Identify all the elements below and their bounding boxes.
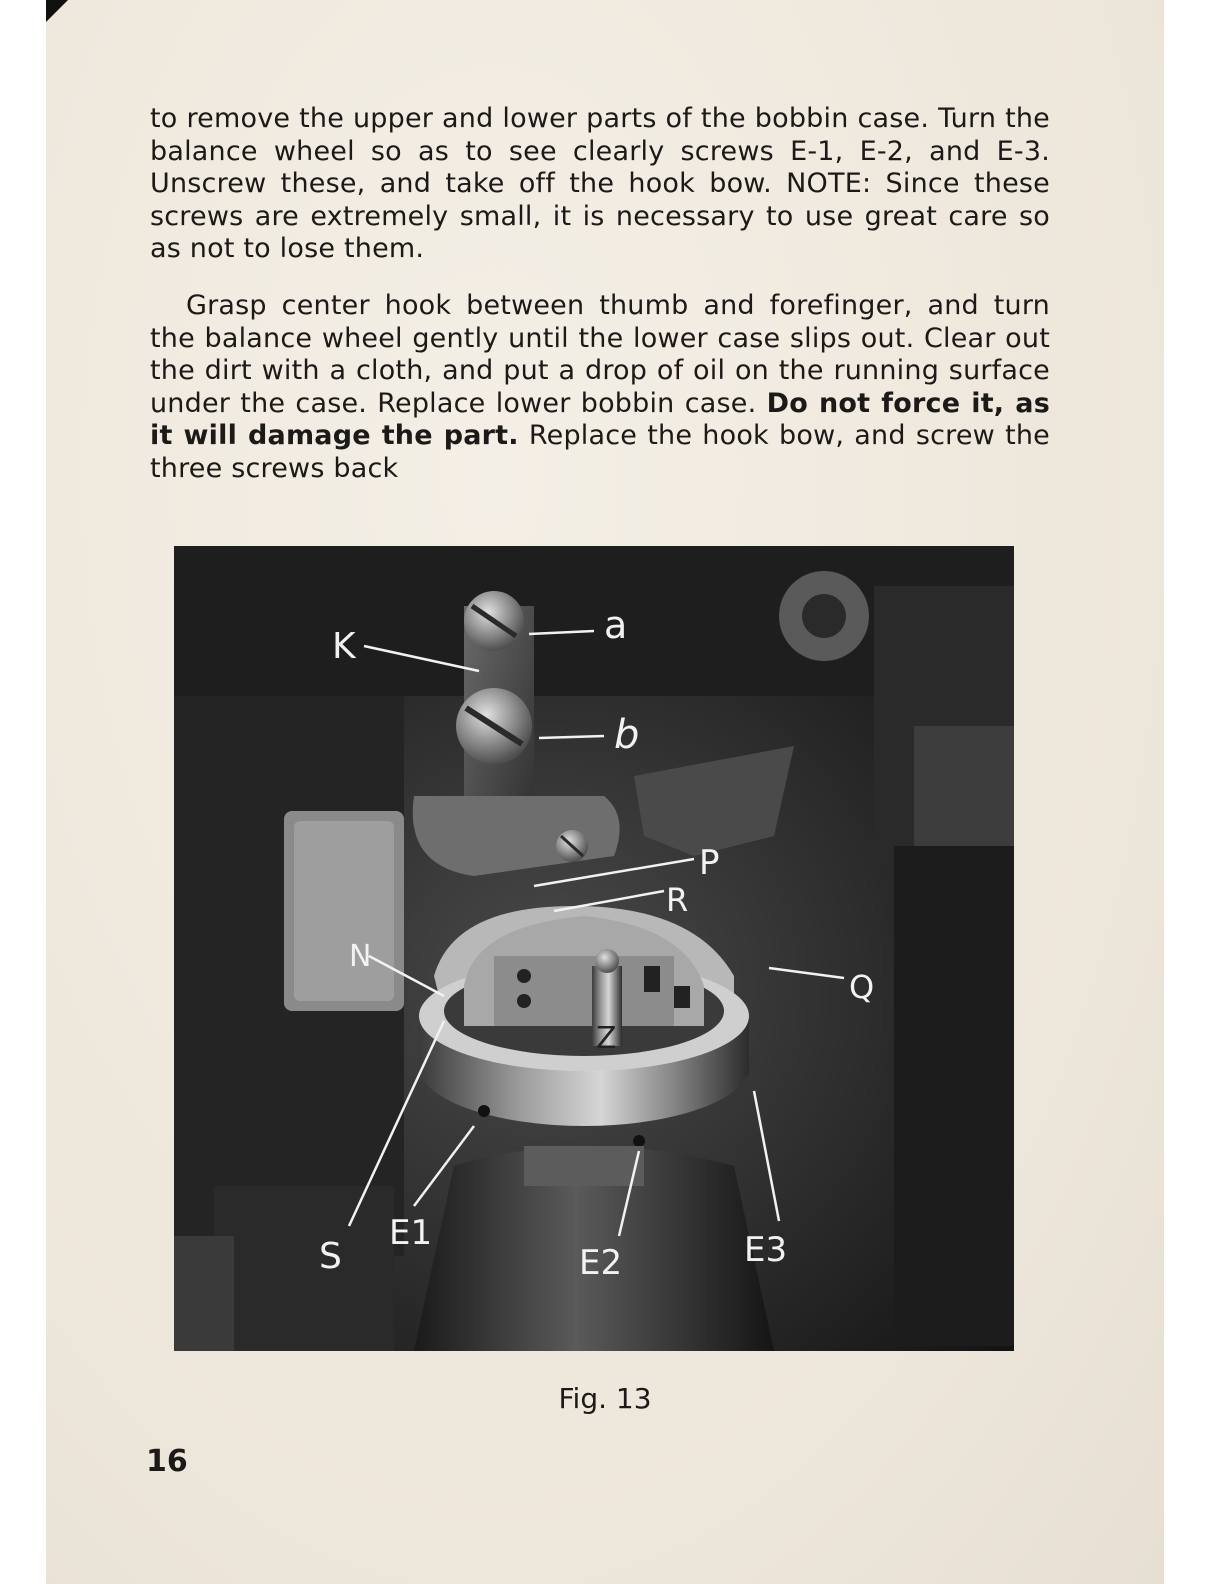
- figure-13-photo: [174, 546, 1014, 1351]
- corner-mark: [46, 0, 68, 22]
- figure-label-r: R: [666, 881, 689, 919]
- page-number: 16: [146, 1444, 188, 1479]
- paragraph-2-warning: Do not force it, as it will damage the part.: [150, 387, 1050, 451]
- figure-label-b: b: [614, 712, 640, 758]
- figure-label-e1: E1: [389, 1213, 433, 1253]
- figure-label-e2: E2: [579, 1243, 623, 1283]
- paragraph-2-start: Grasp center hook between thumb and forefinger, and turn the balance wheel gently until the lower case slips out. Clear out the dirt with a cloth, and put a drop of oil on the running surface under the case. Replace lower bobbin case.: [150, 290, 1050, 419]
- figure-label-q: Q: [849, 968, 875, 1006]
- manual-page: [46, 0, 1164, 1584]
- sewing-hook-illustration: [174, 546, 1014, 1351]
- figure-caption: Fig. 13: [558, 1382, 652, 1415]
- figure-label-z: Z: [596, 1021, 617, 1056]
- figure-label-s: S: [319, 1236, 342, 1277]
- figure-label-n: N: [349, 939, 372, 974]
- paragraph-2: [150, 290, 1050, 485]
- paragraph-2-end: Replace the hook bow, and screw the three screws back: [150, 420, 1050, 484]
- paragraph-1: to remove the upper and lower parts of the bobbin case. Turn the balance wheel so as to see clearly screws E-1, E-2, and E-3. Unscrew these, and take off the hook bow. NOTE: Since these screws are extremely small, it is necessary to use great care so as not to lose them.: [150, 103, 1050, 264]
- figure-label-k: K: [332, 626, 356, 667]
- figure-label-p: P: [699, 843, 720, 883]
- figure-label-e3: E3: [744, 1230, 788, 1270]
- figure-label-a: a: [604, 603, 628, 647]
